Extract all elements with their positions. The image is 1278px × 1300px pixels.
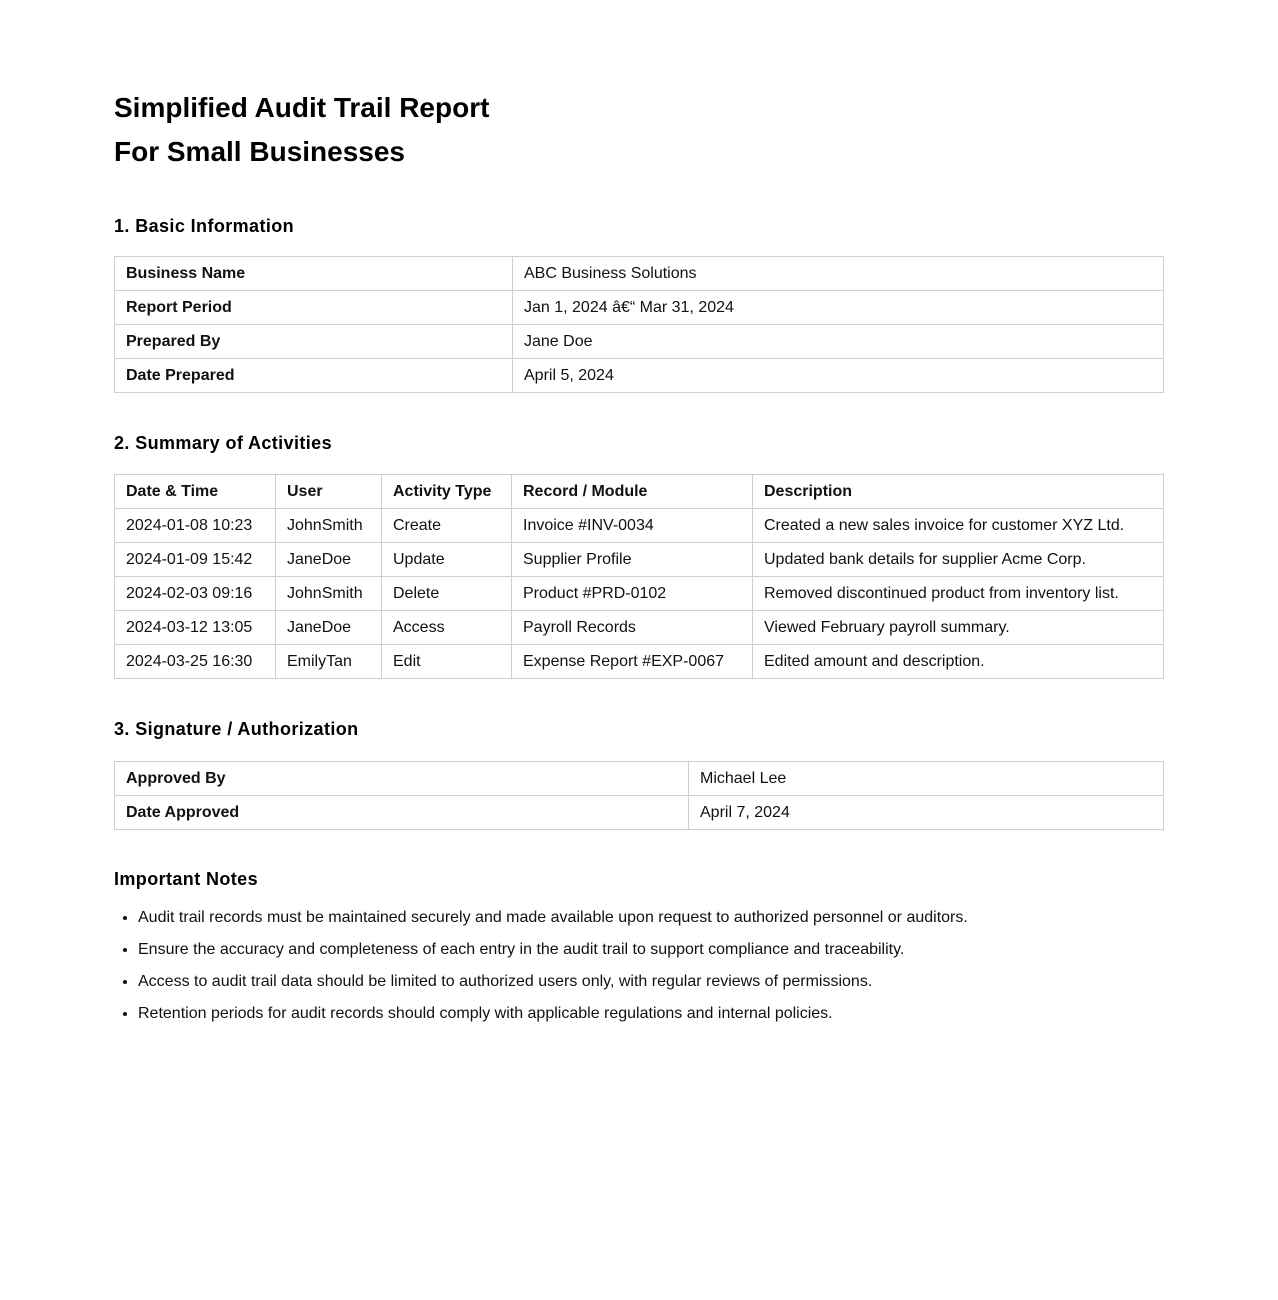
signature-value: Michael Lee <box>689 762 1164 796</box>
cell-activity-type: Delete <box>382 577 512 611</box>
cell-date-time: 2024-01-08 10:23 <box>115 509 276 543</box>
cell-record-module: Payroll Records <box>512 611 753 645</box>
table-row <box>115 762 1164 796</box>
table-row <box>115 796 1164 830</box>
list-item: • Retention periods for audit records should comply with applicable regulations and internal policies. <box>138 1004 1164 1024</box>
table-row <box>115 291 1164 325</box>
signature-heading: 3. Signature / Authorization <box>114 719 359 739</box>
activity-table <box>114 474 1164 679</box>
table-row <box>115 611 1164 645</box>
signature-label: Date Approved <box>115 796 689 830</box>
cell-record-module: Expense Report #EXP-0067 <box>512 645 753 679</box>
cell-description: Removed discontinued product from inventory list. <box>753 577 1164 611</box>
cell-record-module: Supplier Profile <box>512 543 753 577</box>
table-row <box>115 577 1164 611</box>
table-row <box>115 543 1164 577</box>
basic-info-label: Prepared By <box>115 325 513 359</box>
table-row <box>115 325 1164 359</box>
signature-value: April 7, 2024 <box>689 796 1164 830</box>
cell-user: JohnSmith <box>276 577 382 611</box>
cell-activity-type: Create <box>382 509 512 543</box>
list-item: • Ensure the accuracy and completeness of each entry in the audit trail to support compliance and traceability. <box>138 940 1164 960</box>
report-title-line-1: Simplified Audit Trail Report <box>114 92 490 123</box>
cell-user: JaneDoe <box>276 611 382 645</box>
cell-user: JaneDoe <box>276 543 382 577</box>
cell-activity-type: Update <box>382 543 512 577</box>
cell-date-time: 2024-01-09 15:42 <box>115 543 276 577</box>
cell-user: JohnSmith <box>276 509 382 543</box>
basic-info-table <box>114 256 1164 393</box>
report-title-line-2: For Small Businesses <box>114 136 406 167</box>
cell-record-module: Product #PRD-0102 <box>512 577 753 611</box>
basic-info-label: Date Prepared <box>115 359 513 393</box>
cell-description: Updated bank details for supplier Acme Corp. <box>753 543 1164 577</box>
table-row <box>115 257 1164 291</box>
table-row <box>115 645 1164 679</box>
summary-heading: 2. Summary of Activities <box>114 433 333 453</box>
cell-activity-type: Edit <box>382 645 512 679</box>
table-row <box>115 509 1164 543</box>
basic-info-value: Jan 1, 2024 â€“ Mar 31, 2024 <box>513 291 1164 325</box>
table-header-row <box>115 475 1164 509</box>
report-title <box>114 86 1164 174</box>
list-item: • Audit trail records must be maintained securely and made available upon request to authorized personnel or auditors. <box>138 908 1164 928</box>
cell-record-module: Invoice #INV-0034 <box>512 509 753 543</box>
basic-info-heading: 1. Basic Information <box>114 216 295 236</box>
cell-user: EmilyTan <box>276 645 382 679</box>
cell-date-time: 2024-03-12 13:05 <box>115 611 276 645</box>
notes-list <box>114 908 1164 1024</box>
cell-date-time: 2024-03-25 16:30 <box>115 645 276 679</box>
notes-heading: Important Notes <box>114 869 259 889</box>
column-header-activity-type: Activity Type <box>382 475 512 509</box>
cell-date-time: 2024-02-03 09:16 <box>115 577 276 611</box>
basic-info-value: ABC Business Solutions <box>513 257 1164 291</box>
cell-description: Viewed February payroll summary. <box>753 611 1164 645</box>
basic-info-value: Jane Doe <box>513 325 1164 359</box>
cell-description: Edited amount and description. <box>753 645 1164 679</box>
cell-activity-type: Access <box>382 611 512 645</box>
basic-info-value: April 5, 2024 <box>513 359 1164 393</box>
signature-label: Approved By <box>115 762 689 796</box>
cell-description: Created a new sales invoice for customer XYZ Ltd. <box>753 509 1164 543</box>
signature-table <box>114 761 1164 830</box>
column-header-user: User <box>276 475 382 509</box>
column-header-record-module: Record / Module <box>512 475 753 509</box>
basic-info-label: Business Name <box>115 257 513 291</box>
column-header-date-time: Date & Time <box>115 475 276 509</box>
column-header-description: Description <box>753 475 1164 509</box>
basic-info-label: Report Period <box>115 291 513 325</box>
table-row <box>115 359 1164 393</box>
list-item: • Access to audit trail data should be limited to authorized users only, with regular reviews of permissions. <box>138 972 1164 992</box>
